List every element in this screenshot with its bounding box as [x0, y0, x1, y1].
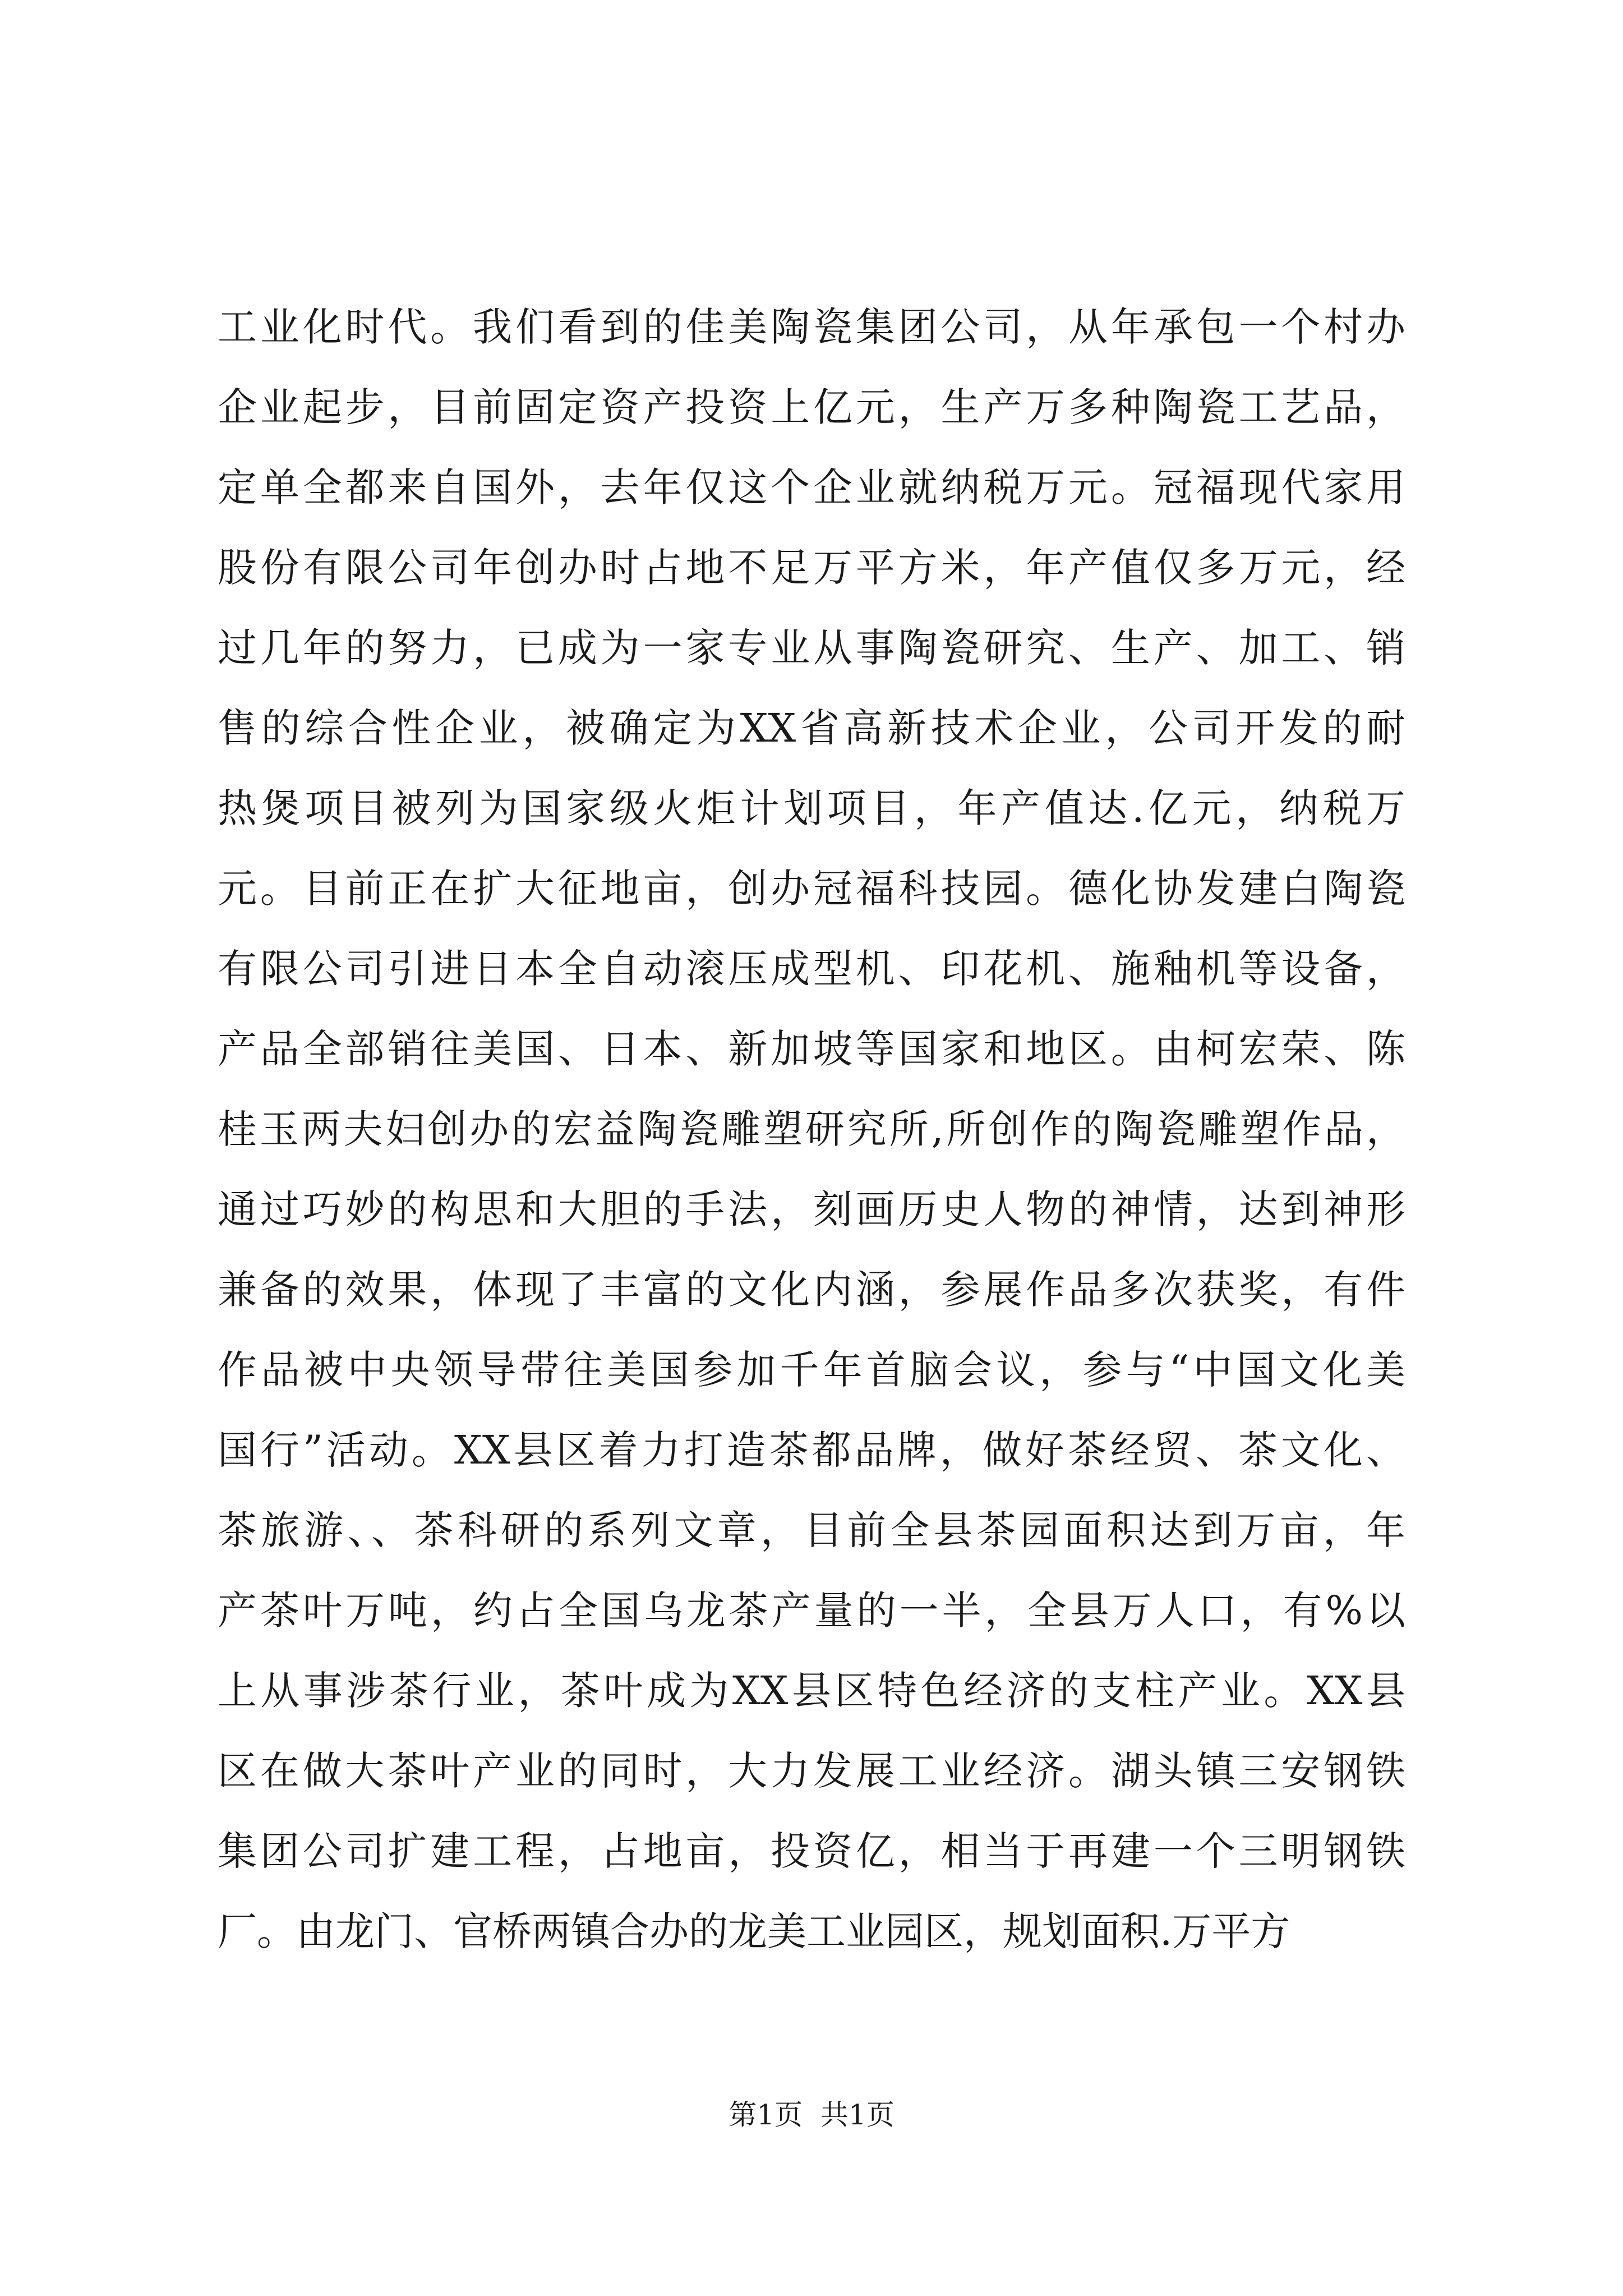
text-line: 通过巧妙的构思和大胆的手法，刻画历史人物的神情，达到神形	[218, 1186, 1405, 1232]
text-line: 上从事涉茶行业，茶叶成为XX县区特色经济的支柱产业。XX县	[218, 1668, 1405, 1714]
text-line: 过几年的努力，已成为一家专业从事陶瓷研究、生产、加工、销	[218, 625, 1405, 671]
text-line: 工业化时代。我们看到的佳美陶瓷集团公司，从年承包一个村办	[218, 304, 1405, 350]
text-line: 厂。由龙门、官桥两镇合办的龙美工业园区，规划面积.万平方	[218, 1908, 1290, 1954]
text-line: 售的综合性企业，被确定为XX省高新技术企业，公司开发的耐	[218, 705, 1405, 751]
text-line: 定单全都来自国外，去年仅这个企业就纳税万元。冠福现代家用	[218, 464, 1405, 510]
text-line: 产茶叶万吨，约占全国乌龙茶产量的一半，全县万人口，有%以	[218, 1588, 1405, 1634]
text-line: 股份有限公司年创办时占地不足万平方米，年产值仅多万元，经	[218, 545, 1405, 591]
text-line: 国行”活动。XX县区着力打造茶都品牌，做好茶经贸、茶文化、	[218, 1427, 1405, 1473]
page-footer: 第1页 共1页	[728, 2099, 895, 2131]
text-line: 集团公司扩建工程，占地亩，投资亿，相当于再建一个三明钢铁	[218, 1828, 1405, 1874]
text-line: 作品被中央领导带往美国参加千年首脑会议，参与“中国文化美	[218, 1347, 1405, 1393]
text-line: 热煲项目被列为国家级火炬计划项目，年产值达.亿元，纳税万	[218, 785, 1405, 831]
text-line: 元。目前正在扩大征地亩，创办冠福科技园。德化协发建白陶瓷	[218, 866, 1405, 912]
body-text	[218, 287, 1405, 1972]
text-line: 有限公司引进日本全自动滚压成型机、印花机、施釉机等设备，	[218, 946, 1405, 992]
text-line: 企业起步，目前固定资产投资上亿元，生产万多种陶瓷工艺品，	[218, 384, 1405, 430]
text-line: 产品全部销往美国、日本、新加坡等国家和地区。由柯宏荣、陈	[218, 1026, 1405, 1072]
text-line: 区在做大茶叶产业的同时，大力发展工业经济。湖头镇三安钢铁	[218, 1748, 1405, 1794]
text-line: 桂玉两夫妇创办的宏益陶瓷雕塑研究所,所创作的陶瓷雕塑作品，	[218, 1106, 1405, 1152]
text-line: 兼备的效果，体现了丰富的文化内涵，参展作品多次获奖，有件	[218, 1267, 1405, 1313]
text-line: 茶旅游、、茶科研的系列文章，目前全县茶园面积达到万亩，年	[218, 1507, 1405, 1553]
